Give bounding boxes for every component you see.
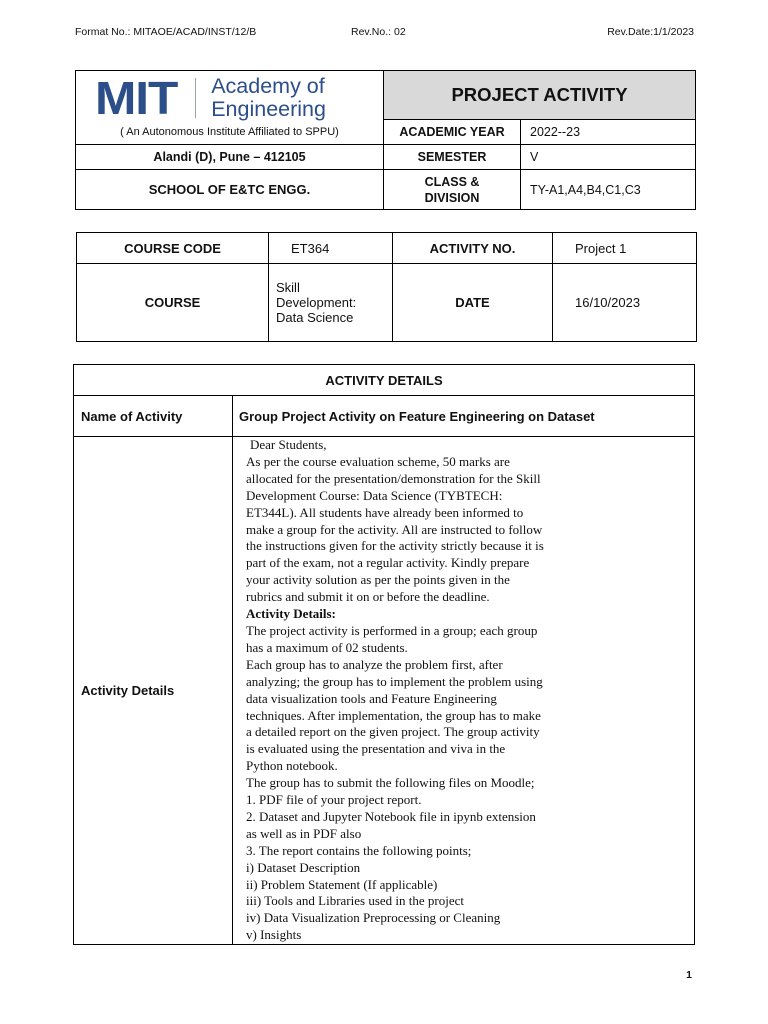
class-label-line-2: DIVISION <box>424 190 480 205</box>
class-division-value: TY-A1,A4,B4,C1,C3 <box>521 170 696 210</box>
body-subheading: Activity Details: <box>246 606 336 622</box>
activity-details-label: Activity Details <box>74 437 233 945</box>
class-division-label <box>384 170 521 210</box>
course-line-1: Skill <box>276 280 300 295</box>
activity-table <box>73 364 695 945</box>
activity-name-label: Name of Activity <box>74 396 233 437</box>
date-value: 16/10/2023 <box>553 264 697 342</box>
activity-details-heading: ACTIVITY DETAILS <box>74 365 695 396</box>
body-line: the instructions given for the activity strictly because it is <box>246 538 544 554</box>
logo-line-1: Academy of <box>211 74 325 98</box>
institute-logo <box>95 72 326 124</box>
logo-separator <box>195 78 196 118</box>
body-line: techniques. After implementation, the group has to make <box>246 707 541 723</box>
class-label-line-1: CLASS & <box>424 174 480 189</box>
course-line-2: Development: <box>276 295 357 310</box>
body-line: Development Course: Data Science (TYBTECH: <box>246 487 503 503</box>
body-line: rubrics and submit it on or before the deadline. <box>246 589 490 605</box>
body-line: Dear Students, <box>250 437 327 452</box>
body-line: As per the course evaluation scheme, 50 marks are <box>246 453 510 469</box>
activity-details-body <box>233 437 695 945</box>
body-line: iii) Tools and Libraries used in the project <box>246 893 464 909</box>
course-line-3: Data Science <box>276 310 354 325</box>
body-line: iv) Data Visualization Preprocessing or Cleaning <box>246 910 501 926</box>
logo-brand: MIT <box>95 72 178 124</box>
body-line: make a group for the activity. All are instructed to follow <box>246 521 543 537</box>
body-line: has a maximum of 02 students. <box>246 639 408 655</box>
body-line: 1. PDF file of your project report. <box>246 792 422 808</box>
revision-number: Rev.No.: 02 <box>351 26 406 38</box>
course-label: COURSE <box>77 264 269 342</box>
body-line: data visualization tools and Feature Engineering <box>246 690 497 706</box>
body-line: The group has to submit the following files on Moodle; <box>246 775 535 791</box>
body-line: is evaluated using the presentation and viva in the <box>246 741 506 757</box>
body-line: as well as in PDF also <box>246 825 362 841</box>
revision-date: Rev.Date:1/1/2023 <box>607 26 694 38</box>
header-table <box>75 70 696 210</box>
school-name: SCHOOL OF E&TC ENGG. <box>76 170 384 210</box>
academic-year-label: ACADEMIC YEAR <box>384 120 521 145</box>
body-line: v) Insights <box>246 927 302 943</box>
logo-line-2: Engineering <box>211 97 326 121</box>
activity-number-label: ACTIVITY NO. <box>393 233 553 264</box>
page-number: 1 <box>686 969 692 981</box>
document-title: PROJECT ACTIVITY <box>384 71 696 120</box>
body-line: your activity solution as per the points given in the <box>246 572 510 588</box>
body-line: i) Dataset Description <box>246 859 361 875</box>
body-line: 2. Dataset and Jupyter Notebook file in ipynb extension <box>246 808 536 824</box>
body-line: Python notebook. <box>246 758 338 774</box>
body-line: ET344L). All students have already been informed to <box>246 504 524 520</box>
format-number: Format No.: MITAOE/ACAD/INST/12/B <box>75 26 257 38</box>
activity-number-value: Project 1 <box>553 233 697 264</box>
date-label: DATE <box>393 264 553 342</box>
body-line: The project activity is performed in a group; each group <box>246 622 538 638</box>
logo-text <box>211 75 326 121</box>
body-line: 3. The report contains the following points; <box>246 842 472 858</box>
institute-tagline: ( An Autonomous Institute Affiliated to SPPU) <box>76 120 384 145</box>
body-line: a detailed report on the given project. The group activity <box>246 724 540 740</box>
institute-address: Alandi (D), Pune – 412105 <box>76 145 384 170</box>
semester-label: SEMESTER <box>384 145 521 170</box>
course-table <box>76 232 697 342</box>
course-code-label: COURSE CODE <box>77 233 269 264</box>
course-value <box>269 264 393 342</box>
course-code-value: ET364 <box>269 233 393 264</box>
semester-value: V <box>521 145 696 170</box>
body-line: part of the exam, not a regular activity. Kindly prepare <box>246 555 530 571</box>
body-line: allocated for the presentation/demonstration for the Skill <box>246 470 541 486</box>
academic-year-value: 2022--23 <box>521 120 696 145</box>
body-line: analyzing; the group has to implement the problem using <box>246 673 543 689</box>
body-line: Each group has to analyze the problem first, after <box>246 656 503 672</box>
activity-name-value: Group Project Activity on Feature Engineering on Dataset <box>233 396 695 437</box>
logo-cell <box>76 71 384 124</box>
body-line: ii) Problem Statement (If applicable) <box>246 876 438 892</box>
